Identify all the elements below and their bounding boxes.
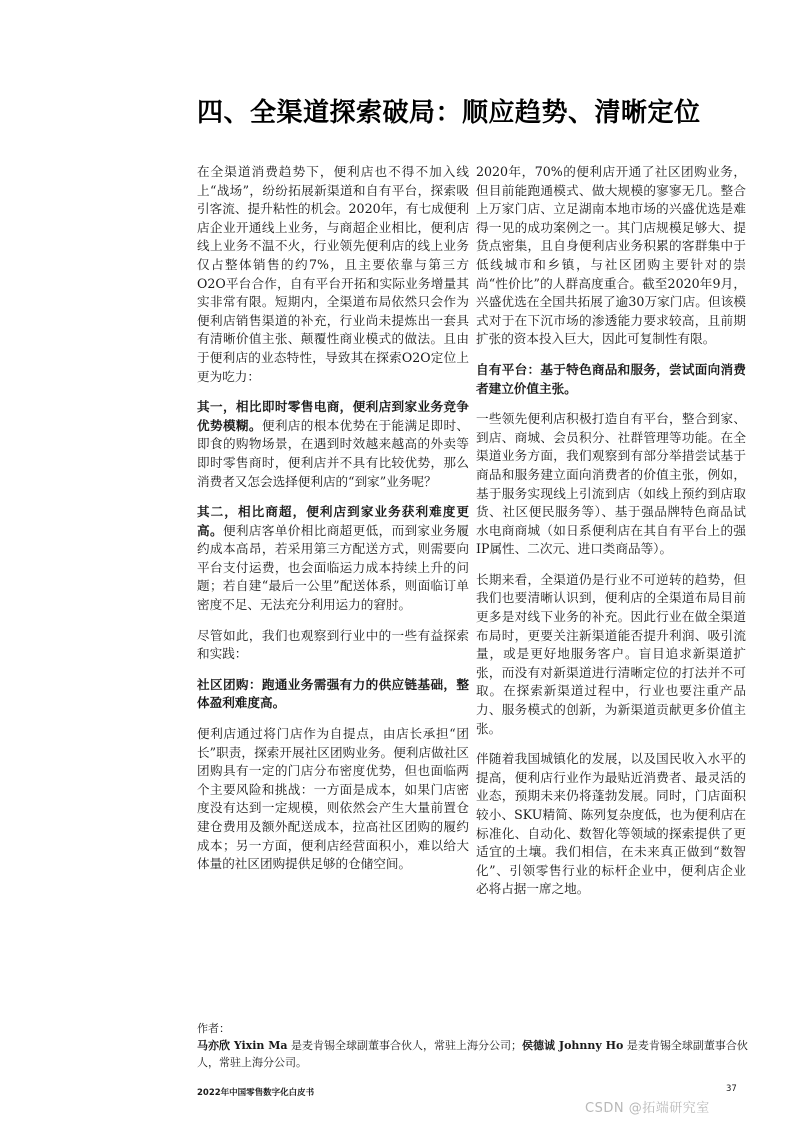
paragraph: 长期来看，全渠道仍是行业不可逆转的趋势，但我们也要清晰认识到，便利店的全渠道布局目前更多是对线下业务的补充。因此行业在做全渠道布局时，更要关注新渠道能否提升利润、吸引流量，或是更好地服务客户。盲目追求新渠道扩张，而没有对新渠道进行清晰定位的打法并不可取。在探索新渠道过程中，行业也要注重产品力、服务模式的创新，为新渠道贡献更多价值主张。	[476, 571, 746, 736]
paragraph-text: 便利店的根本优势在于能满足即时、即食的购物场景，在遇到时效越来越高的外卖等即时零售商时，便利店并不具有比较优势，那么消费者又怎会选择便利店的“到家”业务呢？	[197, 417, 470, 489]
right-column	[476, 163, 746, 911]
paragraph: 尽管如此，我们也观察到行业中的一些有益探索和实践：	[197, 627, 469, 662]
section-subheading: 自有平台：基于特色商品和服务，尝试面向消费者建立价值主张。	[476, 361, 746, 396]
watermark: CSDN @拓端研究室	[585, 1101, 710, 1116]
paragraph	[197, 398, 469, 491]
left-column	[197, 163, 469, 886]
author-role: 是麦肯锡全球副董事合伙人，常驻上海分公司；	[287, 1039, 523, 1052]
paragraph: 便利店通过将门店作为自提点，由店长承担“团长”职责，探索开展社区团购业务。便利店做社区团购具有一定的门店分布密度优势，但也面临两个主要风险和挑战：一方面是成本，如果门店密度没有达到一定规模，则依然会产生大量前置仓建仓费用及额外配送成本，拉高社区团购的履约成本；另一方面，便利店经营面积小，难以给大体量的社区团购提供足够的仓储空间。	[197, 726, 469, 872]
author-name: 马亦欣 Yixin Ma	[197, 1039, 288, 1052]
page-title: 四、全渠道探索破局：顺应趋势、清晰定位	[197, 98, 701, 128]
paragraph: 2020年，70%的便利店开通了社区团购业务，但目前能跑通模式、做大规模的寥寥无几。整合上万家门店、立足湖南本地市场的兴盛优选是难得一见的成功案例之一。其门店规模足够大、提货点密集，且自身便利店业务积累的客群集中于低线城市和乡镇，与社区团购主要针对的崇尚“性价比”的人群高度重合。截至2020年9月，兴盛优选在全国共拓展了逾30万家门店。但该模式对于在下沉市场的渗透能力要求较高，且前期扩张的资本投入巨大，因此可复制性有限。	[476, 164, 746, 347]
authors-block	[197, 1020, 749, 1071]
section-subheading: 社区团购：跑通业务需强有力的供应链基础，整体盈利难度高。	[197, 676, 469, 711]
paragraph-text: 便利店客单价相比商超更低，而到家业务履约成本高昂，若采用第三方配送方式，则需要向平台支付运费，也会面临运力成本持续上升的问题；若自建“最后一公里”配送体系，则面临订单密度不足、无法充分利用运力的窘肘。	[197, 522, 470, 613]
authors-text	[197, 1037, 749, 1071]
bold-lead: 其一，相比即时零售电商，便利店到家业务竞争优势模糊。	[197, 399, 469, 433]
paragraph: 伴随着我国城镇化的发展，以及国民收入水平的提高，便利店行业作为最贴近消费者、最灵活的业态，预期未来仍将蓬勃发展。同时，门店面积较小、SKU精简、陈列复杂度低，也为便利店在标准化、自动化、数智化等领域的探索提供了更适宜的土壤。我们相信，在未来真正做到“数智化”、引领零售行业的标杆企业中，便利店企业必将占据一席之地。	[476, 751, 746, 897]
bold-lead: 其二，相比商超，便利店到家业务获利难度更高。	[197, 504, 469, 538]
footer-publication: 2022年中国零售数字化白皮书	[197, 1088, 315, 1098]
authors-label: 作者：	[197, 1022, 230, 1035]
paragraph	[197, 503, 469, 615]
page-number: 37	[726, 1084, 737, 1094]
paragraph: 在全渠道消费趋势下，便利店也不得不加入线上“战场”，纷纷拓展新渠道和自有平台，探索吸引客流、提升粘性的机会。2020年，有七成便利店企业开通线上业务，与商超企业相比，便利店线上业务不温不火，行业领先便利店的线上业务仅占整体销售的约7%，且主要依靠与第三方O2O平台合作，自有平台开拓和实际业务增量其实非常有限。短期内，全渠道布局依然只会作为便利店销售渠道的补充，行业尚未提炼出一套具有清晰价值主张、颠覆性商业模式的做法。且由于便利店的业态特性，导致其在探索O2O定位上更为吃力：	[197, 164, 469, 384]
author-role: 是麦肯锡全球副董事合伙人，常驻上海分公司。	[197, 1039, 748, 1069]
paragraph: 一些领先便利店积极打造自有平台，整合到家、到店、商城、会员积分、社群管理等功能。在全渠道业务方面，我们观察到有部分举措尝试基于商品和服务建立面向消费者的价值主张，例如，基于服务实现线上引流到店（如线上预约到店取货、社区便民服务等）、基于强品牌特色商品试水电商商城（如日系便利店在其自有平台上的强IP属性、二次元、进口类商品等）。	[476, 411, 746, 557]
author-name: 侯德诚 Johnny Ho	[522, 1039, 624, 1052]
